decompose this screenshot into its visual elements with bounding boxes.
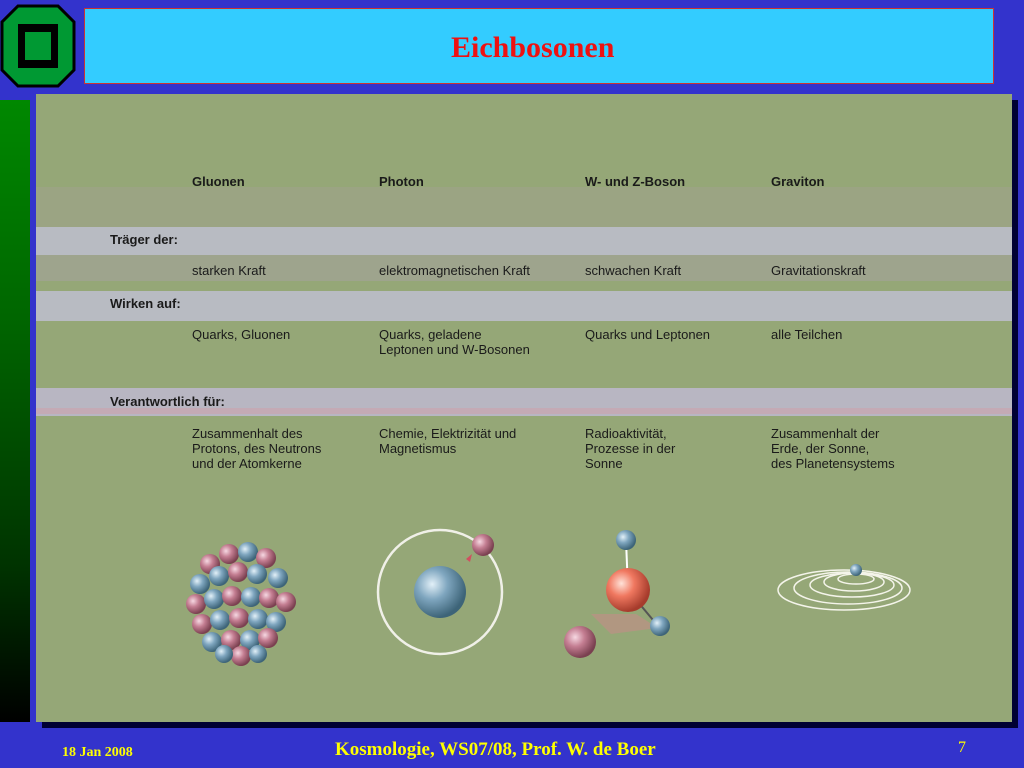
table-cell: Chemie, Elektrizität und Magnetismus: [379, 426, 517, 456]
table-cell: elektromagnetischen Kraft: [379, 263, 531, 278]
table-cell: Quarks und Leptonen: [585, 327, 711, 342]
university-logo: [0, 4, 76, 88]
table-cell: alle Teilchen: [771, 327, 843, 342]
table-cell: Quarks, Gluonen: [192, 327, 291, 342]
title-bar: [84, 8, 994, 84]
atom-orbit-illustration: [378, 530, 502, 654]
section-label: Träger der:: [110, 232, 178, 247]
planetary-orbits-illustration: [778, 564, 910, 610]
content-panel: [36, 94, 1012, 722]
table-cell: Zusammenhalt der Erde, der Sonne, des Planetensystems: [771, 426, 895, 471]
column-header-photon: Photon: [379, 174, 424, 189]
table-cell: schwachen Kraft: [585, 263, 682, 278]
section-label: Wirken auf:: [110, 296, 181, 311]
table-cell: Quarks, geladene Leptonen und W-Bosonen: [379, 327, 530, 357]
section-label: Verantwortlich für:: [110, 394, 225, 409]
footer-course-title: Kosmologie, WS07/08, Prof. W. de Boer: [335, 739, 656, 760]
table-cell: Radioaktivität, Prozesse in der Sonne: [585, 426, 676, 471]
table-cell: starken Kraft: [192, 263, 266, 278]
column-header-gluonen: Gluonen: [192, 174, 245, 189]
column-header-graviton: Graviton: [771, 174, 825, 189]
footer-date: 18 Jan 2008: [62, 745, 133, 760]
slide-title: Eichbosonen: [451, 31, 615, 64]
column-header-wz-boson: W- und Z-Boson: [585, 174, 686, 189]
table-cell: Zusammenhalt des Protons, des Neutrons und der Atomkerne: [192, 426, 322, 471]
nucleus-cluster-illustration: [186, 542, 296, 666]
weak-decay-illustration: [564, 530, 670, 658]
illustration-layer: [36, 94, 1012, 722]
table-cell: Gravitationskraft: [771, 263, 866, 278]
left-decoration-strip: [0, 100, 30, 722]
footer-page-number: 7: [958, 739, 966, 756]
